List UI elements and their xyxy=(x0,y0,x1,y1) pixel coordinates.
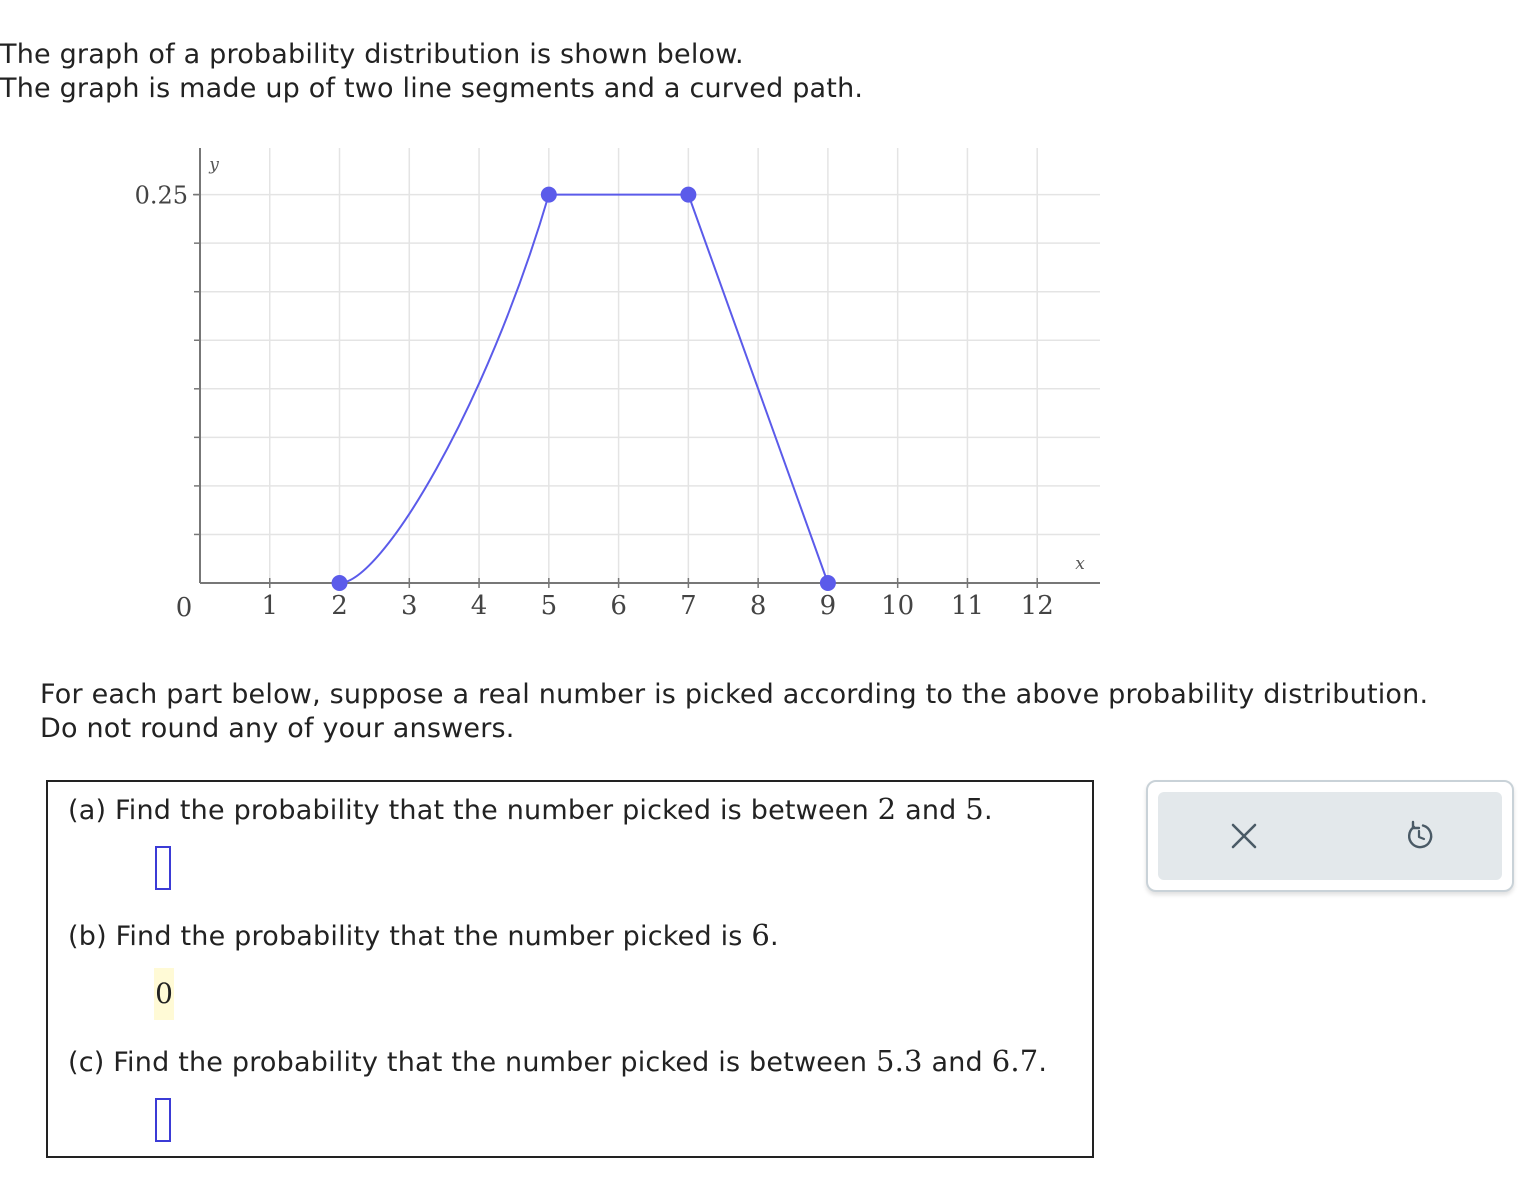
distribution-point xyxy=(680,187,696,203)
x-tick-label: 7 xyxy=(680,591,697,621)
origin-label: 0 xyxy=(175,593,193,623)
question-b-text: (b) Find the probability that the number picked is xyxy=(68,921,752,952)
clear-answer-button[interactable] xyxy=(1226,818,1262,854)
x-tick-label: 8 xyxy=(749,591,767,621)
question-a-and: and xyxy=(896,795,966,826)
x-tick-label: 5 xyxy=(540,591,558,621)
instructions xyxy=(40,678,1428,746)
x-tick-label: 1 xyxy=(261,591,279,621)
question-c-upper-bound: 6.7 xyxy=(991,1044,1039,1078)
undo-icon xyxy=(1402,818,1438,854)
x-axis-label: x xyxy=(1075,554,1085,574)
question-c-and: and xyxy=(922,1047,992,1078)
x-tick-label: 10 xyxy=(881,591,915,621)
answer-a-input[interactable] xyxy=(155,846,171,890)
intro-line-1: The graph of a probability distribution is shown below. xyxy=(0,39,744,70)
x-tick-label: 11 xyxy=(950,591,984,621)
y-tick-label: 0.25 xyxy=(134,181,188,210)
instructions-line-2: Do not round any of your answers. xyxy=(40,713,515,744)
answer-tools-bar xyxy=(1158,792,1502,880)
x-tick-label: 2 xyxy=(331,591,348,621)
distribution-point xyxy=(541,187,557,203)
intro-line-2: The graph is made up of two line segments and a curved path. xyxy=(0,73,864,104)
question-a-lower-bound: 2 xyxy=(877,792,897,826)
undo-button[interactable] xyxy=(1402,818,1438,854)
question-b-value: 6 xyxy=(751,918,770,952)
x-tick-label: 3 xyxy=(401,591,418,621)
answer-tools-panel xyxy=(1146,780,1514,892)
question-a-period: . xyxy=(983,795,993,826)
question-box xyxy=(46,780,1094,1158)
distribution-point xyxy=(332,575,348,591)
distribution-point xyxy=(820,575,836,591)
y-axis-label: y xyxy=(209,155,219,175)
question-a-text: (a) Find the probability that the number picked is between xyxy=(68,795,878,826)
question-c-text: (c) Find the probability that the number picked is between xyxy=(68,1047,876,1078)
question-c-period: . xyxy=(1038,1047,1048,1078)
question-b-period: . xyxy=(769,921,779,952)
question-b xyxy=(68,918,779,952)
question-a-upper-bound: 5 xyxy=(965,792,984,826)
x-tick-label: 9 xyxy=(819,591,837,621)
question-a xyxy=(68,792,993,826)
answer-b-input[interactable]: 0 xyxy=(154,968,174,1020)
x-tick-label: 12 xyxy=(1020,591,1054,621)
x-tick-label: 6 xyxy=(610,591,627,621)
question-c xyxy=(68,1044,1047,1078)
question-c-lower-bound: 5.3 xyxy=(875,1044,923,1078)
answer-c-input[interactable] xyxy=(155,1098,171,1142)
close-icon xyxy=(1226,818,1262,854)
x-tick-label: 4 xyxy=(470,591,488,621)
instructions-line-1: For each part below, suppose a real number is picked according to the above probability distribution. xyxy=(40,679,1429,710)
